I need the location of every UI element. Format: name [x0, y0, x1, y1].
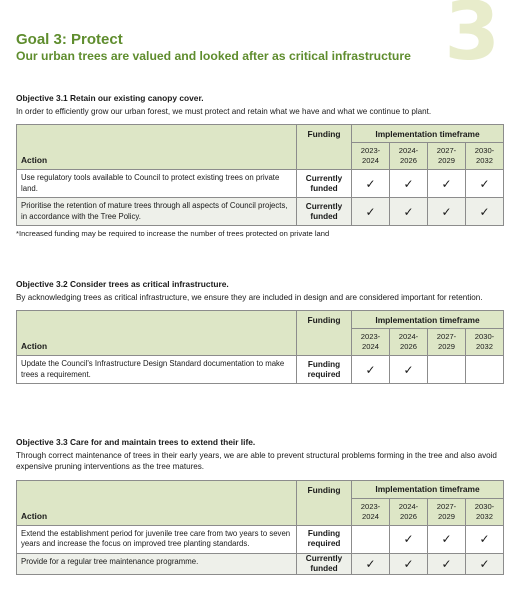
year-header: 2023- 2024 [352, 143, 390, 170]
tick-icon [466, 356, 504, 384]
tick-icon: ✓ [352, 356, 390, 384]
goal-subtitle: Our urban trees are valued and looked after as critical infrastructure [16, 49, 411, 63]
table-note: *Increased funding may be required to increase the number of trees protected on private land [16, 229, 330, 239]
table-row [17, 198, 504, 226]
implementation-table [16, 310, 504, 384]
objective-section [16, 437, 503, 575]
table-row [17, 553, 504, 574]
tick-icon: ✓ [466, 198, 504, 226]
funding-cell: Currently funded [297, 198, 352, 226]
table-row [17, 170, 504, 198]
implementation-table [16, 124, 504, 226]
year-header: 2024- 2026 [390, 329, 428, 356]
tick-icon: ✓ [390, 553, 428, 574]
funding-header: Funding [297, 311, 352, 356]
year-header: 2027- 2029 [428, 143, 466, 170]
year-header: 2024- 2026 [390, 498, 428, 525]
objective-title: Objective 3.1 Retain our existing canopy cover. [16, 93, 204, 103]
year-header: 2027- 2029 [428, 498, 466, 525]
tick-icon: ✓ [390, 356, 428, 384]
action-header: Action [17, 125, 297, 170]
funding-header: Funding [297, 480, 352, 525]
funding-cell: Currently funded [297, 170, 352, 198]
page-number: 3 [444, 0, 500, 78]
tick-icon: ✓ [390, 198, 428, 226]
tick-icon: ✓ [428, 525, 466, 553]
action-header: Action [17, 480, 297, 525]
tick-icon [352, 525, 390, 553]
action-cell: Provide for a regular tree maintenance programme. [17, 553, 297, 574]
implementation-header: Implementation timeframe [352, 480, 504, 498]
year-header: 2030- 2032 [466, 498, 504, 525]
action-cell: Extend the establishment period for juvenile tree care from two years to seven years and increase the focus on improved tree planting standards. [17, 525, 297, 553]
year-header: 2023- 2024 [352, 329, 390, 356]
objective-title: Objective 3.3 Care for and maintain trees to extend their life. [16, 437, 256, 447]
implementation-header: Implementation timeframe [352, 311, 504, 329]
funding-cell: Funding required [297, 525, 352, 553]
year-header: 2023- 2024 [352, 498, 390, 525]
table-row [17, 525, 504, 553]
implementation-header: Implementation timeframe [352, 125, 504, 143]
tick-icon: ✓ [352, 198, 390, 226]
goal-title: Goal 3: Protect [16, 31, 123, 48]
tick-icon: ✓ [390, 170, 428, 198]
tick-icon: ✓ [428, 170, 466, 198]
objective-description: In order to efficiently grow our urban forest, we must protect and retain what we have and what we continue to plant. [16, 107, 432, 116]
funding-header: Funding [297, 125, 352, 170]
action-cell: Update the Council's Infrastructure Design Standard documentation to make trees a requirement. [17, 356, 297, 384]
action-cell: Use regulatory tools available to Council to protect existing trees on private land. [17, 170, 297, 198]
year-header: 2030- 2032 [466, 143, 504, 170]
tick-icon: ✓ [352, 170, 390, 198]
tick-icon: ✓ [428, 198, 466, 226]
implementation-table [16, 480, 504, 575]
year-header: 2024- 2026 [390, 143, 428, 170]
tick-icon: ✓ [390, 525, 428, 553]
funding-cell: Currently funded [297, 553, 352, 574]
tick-icon: ✓ [428, 553, 466, 574]
tick-icon: ✓ [466, 553, 504, 574]
action-cell: Prioritise the retention of mature trees through all aspects of Council projects, in accordance with the Tree Policy. [17, 198, 297, 226]
objective-section [16, 93, 503, 238]
table-row [17, 356, 504, 384]
objective-description: Through correct maintenance of trees in their early years, we are able to prevent structural problems forming in the tree and also avoid expensive pruning interventions as the tree matures. [16, 451, 497, 472]
tick-icon: ✓ [466, 170, 504, 198]
objective-title: Objective 3.2 Consider trees as critical infrastructure. [16, 279, 229, 289]
funding-cell: Funding required [297, 356, 352, 384]
objective-description: By acknowledging trees as critical infrastructure, we ensure they are included in design and are considered important for retention. [16, 293, 483, 302]
year-header: 2027- 2029 [428, 329, 466, 356]
objective-section [16, 279, 503, 384]
year-header: 2030- 2032 [466, 329, 504, 356]
action-header: Action [17, 311, 297, 356]
tick-icon: ✓ [466, 525, 504, 553]
tick-icon: ✓ [352, 553, 390, 574]
tick-icon [428, 356, 466, 384]
